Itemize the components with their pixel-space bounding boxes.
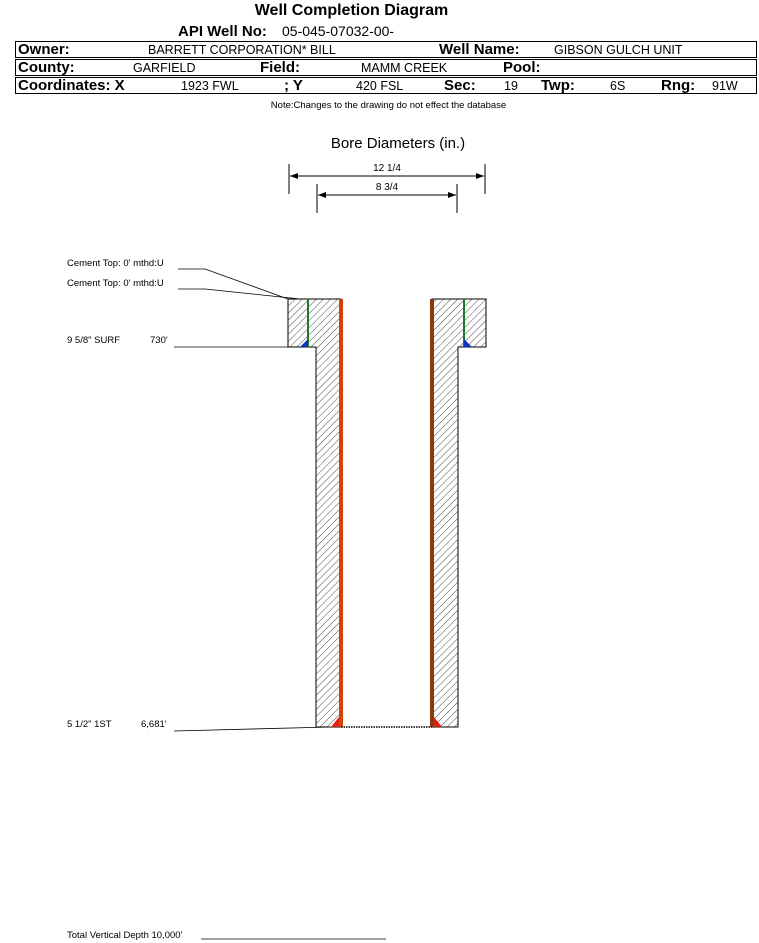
left-cement-wall <box>288 299 341 727</box>
api-label: API Well No: <box>178 23 267 40</box>
production-casing-label: 5 1/2" 1ST <box>67 719 112 730</box>
rng-label: Rng: <box>661 77 696 94</box>
drawing-note: Note:Changes to the drawing do not effect the database <box>270 100 507 111</box>
production-casing-left <box>339 299 343 727</box>
production-casing-leader <box>174 727 331 731</box>
county-label: County: <box>18 59 75 76</box>
diagram-title: Well Completion Diagram <box>254 2 449 19</box>
surface-casing-depth: 730' <box>150 335 168 346</box>
twp-value: 6S <box>610 79 626 93</box>
owner-value: BARRETT CORPORATION* BILL <box>148 43 336 57</box>
cement-top-leader-1 <box>178 269 288 299</box>
bore-diameters-title: Bore Diameters (in.) <box>330 135 466 152</box>
cement-top-label-1: Cement Top: 0' mthd:U <box>67 258 164 269</box>
coordinates-x-label: Coordinates: X <box>18 77 125 94</box>
cement-top-leader-2 <box>178 289 300 299</box>
coordinates-y-label: ; Y <box>284 77 303 94</box>
owner-label: Owner: <box>18 41 70 58</box>
inner-dim-label: 8 3/4 <box>375 182 399 193</box>
api-value: 05-045-07032-00- <box>282 23 395 39</box>
coordinates-y-value: 420 FSL <box>356 79 404 93</box>
production-casing-depth: 6,681' <box>141 719 167 730</box>
cement-top-label-2: Cement Top: 0' mthd:U <box>67 278 164 289</box>
rng-value: 91W <box>712 79 738 93</box>
well-name-label: Well Name: <box>439 41 520 58</box>
well-name-value: GIBSON GULCH UNIT <box>554 43 683 57</box>
surface-casing-label: 9 5/8" SURF <box>67 335 121 346</box>
county-value: GARFIELD <box>133 61 196 75</box>
right-cement-wall <box>432 299 486 727</box>
total-vertical-depth-label: Total Vertical Depth 10,000' <box>67 930 183 941</box>
pool-label: Pool: <box>503 59 541 76</box>
coordinates-x-value: 1923 FWL <box>181 79 239 93</box>
sec-value: 19 <box>504 79 518 93</box>
outer-dim-label: 12 1/4 <box>373 163 401 174</box>
twp-label: Twp: <box>541 77 575 94</box>
sec-label: Sec: <box>444 77 476 94</box>
production-casing-right <box>430 299 434 727</box>
field-label: Field: <box>260 59 300 76</box>
field-value: MAMM CREEK <box>361 61 448 75</box>
